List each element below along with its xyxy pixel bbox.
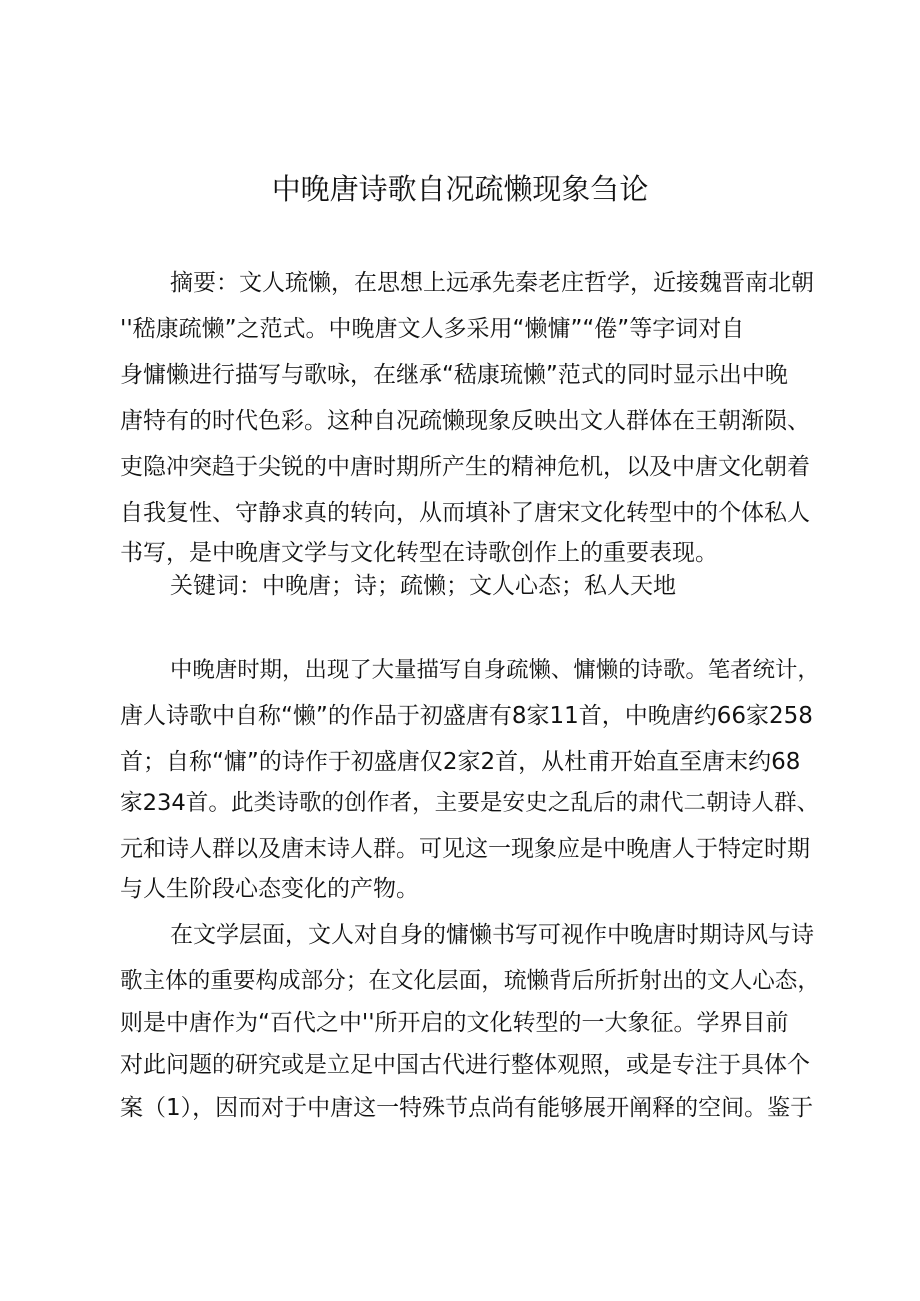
body-line: 首；自称“慵”的诗作于初盛唐仅2家2首，从杜甫开始直至唐末约68 [120,749,801,775]
body-line: 则是中唐作为“百代之中''所开启的文化转型的一大象征。学界目前 [120,1010,789,1036]
abstract-line: 唐特有的时代色彩。这种自况疏懒现象反映出文人群体在王朝渐陨、 [120,408,810,434]
body-line: 中晚唐时期，出现了大量描写自身疏懒、慵懒的诗歌。笔者统计， [170,657,820,683]
body-line: 在文学层面，文人对自身的慵懒书写可视作中晚唐时期诗风与诗 [170,922,814,948]
abstract-line: 吏隐冲突趋于尖锐的中唐时期所产生的精神危机，以及中唐文化朝着 [120,454,810,480]
abstract-line: 自我复性、守静求真的转向，从而填补了唐宋文化转型中的个体私人 [120,500,810,526]
body-line: 与人生阶段心态变化的产物。 [120,876,419,902]
body-line: 歌主体的重要构成部分；在文化层面，琉懒背后所折射出的文人心态， [120,968,820,994]
abstract-line: 身慵懒进行描写与歌咏，在继承“嵇康琉懒”范式的同时显示出中晚 [120,362,788,388]
body-line: 元和诗人群以及唐末诗人群。可见这一现象应是中晚唐人于特定时期 [120,836,810,862]
abstract-line: 摘要：文人琉懒，在思想上远承先秦老庄哲学，近接魏晋南北朝 [170,270,814,296]
body-line: 家234首。此类诗歌的创作者，主要是安史之乱后的肃代二朝诗人群、 [120,790,820,816]
keywords: 关键词：中晚唐；诗；疏懒；文人心态；私人天地 [170,573,676,599]
paper-title: 中晚唐诗歌自况疏懒现象刍论 [271,172,649,206]
body-line: 唐人诗歌中自称“懒”的作品于初盛唐有8家11首，中晚唐约66家258 [120,703,813,729]
abstract-line: 书写，是中晚唐文学与文化转型在诗歌创作上的重要表现。 [120,540,718,566]
abstract-line: ''嵇康疏懒”之范式。中晚唐文人多采用“懒慵”“倦”等字词对自 [120,316,745,342]
body-line: 案（1），因而对于中唐这一特殊节点尚有能够展开阐释的空间。鉴于 [120,1095,814,1121]
body-line: 对此问题的研究或是立足中国古代进行整体观照，或是专注于具体个 [120,1052,810,1078]
